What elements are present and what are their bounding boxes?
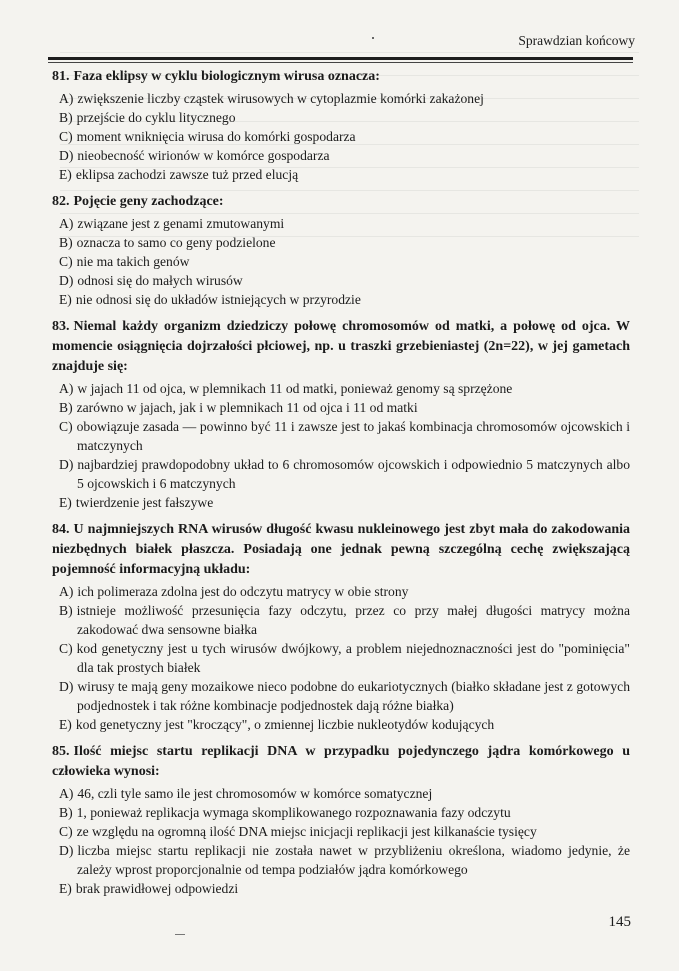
answer-option-d [52, 677, 630, 715]
question-text [52, 742, 630, 782]
answer-text: kod genetyczny jest u tych wirusów dwójkowy, a problem niejednoznaczności jest do "pominięcia" dla tak prostych białek [76, 641, 630, 675]
header-rule-thin [48, 62, 633, 63]
answer-text: w jajach 11 od ojca, w plemnikach 11 od matki, ponieważ genomy są sprzężone [77, 381, 513, 396]
answer-option-a [52, 582, 630, 601]
answer-text: kod genetyczny jest "kroczący", o zmiennej liczbie nukleotydów kodujących [75, 717, 495, 732]
answer-text: nie odnosi się do układów istniejących w przyrodzie [75, 292, 361, 307]
answer-letter: A) [59, 381, 74, 396]
answer-option-d [52, 146, 630, 165]
answer-text: związane jest z genami zmutowanymi [77, 216, 285, 231]
question-82 [52, 192, 630, 309]
question-text [52, 192, 630, 212]
answer-letter: C) [59, 824, 73, 839]
answer-letter: D) [59, 273, 74, 288]
answer-letter: B) [59, 110, 73, 125]
answer-letter: C) [59, 419, 73, 434]
question-text [52, 520, 630, 580]
answer-option-d [52, 271, 630, 290]
footer-dash-mark [175, 934, 185, 935]
header-rule-thick [48, 57, 633, 60]
answer-letter: D) [59, 679, 74, 694]
answer-text: zarówno w jajach, jak i w plemnikach 11 od ojca i 11 od matki [76, 400, 418, 415]
answer-option-c [52, 822, 630, 841]
answer-text: moment wniknięcia wirusa do komórki gospodarza [76, 129, 356, 144]
answer-option-b [52, 803, 630, 822]
answer-letter: A) [59, 91, 74, 106]
answer-letter: C) [59, 641, 73, 656]
running-header: Sprawdzian końcowy [518, 33, 635, 48]
answer-option-b [52, 601, 630, 639]
answer-letter: A) [59, 786, 74, 801]
page-number: 145 [608, 914, 631, 930]
question-number: 85. [52, 744, 70, 759]
answer-option-c [52, 639, 630, 677]
question-number: 81. [52, 69, 70, 84]
answer-option-a [52, 784, 630, 803]
answer-option-d [52, 841, 630, 879]
answer-text: zwiększenie liczby cząstek wirusowych w cytoplazmie komórki zakażonej [77, 91, 484, 106]
answer-option-a [52, 89, 630, 108]
answer-option-b [52, 398, 630, 417]
answer-letter: E) [59, 881, 72, 896]
answer-text: brak prawidłowej odpowiedzi [75, 881, 239, 896]
answer-text: nie ma takich genów [76, 254, 190, 269]
answer-letter: C) [59, 254, 73, 269]
answer-text: liczba miejsc startu replikacji nie została nawet w przybliżeniu określona, wiadomo jedynie, że zależy wprost proporcjonalnie od tempa podziałów jądra komórkowego [77, 843, 630, 877]
question-number: 83. [52, 319, 70, 334]
answer-option-c [52, 417, 630, 455]
questions-container [52, 67, 630, 906]
answer-option-e [52, 493, 630, 512]
question-prompt: Faza eklipsy w cyklu biologicznym wirusa oznacza: [73, 69, 380, 84]
answer-text: ze względu na ogromną ilość DNA miejsc inicjacji replikacji jest kilkanaście tysięcy [76, 824, 537, 839]
answer-text: odnosi się do małych wirusów [77, 273, 243, 288]
answer-option-c [52, 127, 630, 146]
answer-text: 46, czli tyle samo ile jest chromosomów w komórce somatycznej [77, 786, 433, 801]
answer-letter: E) [59, 717, 72, 732]
answer-letter: B) [59, 235, 73, 250]
answer-text: eklipsa zachodzi zawsze tuż przed elucją [75, 167, 299, 182]
answer-option-b [52, 233, 630, 252]
answer-text: przejście do cyklu litycznego [76, 110, 236, 125]
answer-option-a [52, 379, 630, 398]
question-84 [52, 520, 630, 734]
answer-letter: D) [59, 148, 74, 163]
answer-letter: A) [59, 584, 74, 599]
question-text [52, 67, 630, 87]
answer-option-e [52, 165, 630, 184]
answer-text: istnieje możliwość przesunięcia fazy odczytu, przez co przy małej długości matrycy można zakodować dwa sensowne białka [76, 603, 630, 637]
question-81 [52, 67, 630, 184]
answer-letter: E) [59, 292, 72, 307]
answer-letter: C) [59, 129, 73, 144]
question-85 [52, 742, 630, 898]
question-number: 84. [52, 522, 70, 537]
answer-text: nieobecność wirionów w komórce gospodarza [77, 148, 330, 163]
speck-mark [372, 37, 374, 39]
answer-text: twierdzenie jest fałszywe [75, 495, 214, 510]
answer-letter: E) [59, 495, 72, 510]
answer-letter: D) [59, 843, 74, 858]
question-83 [52, 317, 630, 512]
answer-text: oznacza to samo co geny podzielone [76, 235, 276, 250]
answer-letter: D) [59, 457, 74, 472]
answer-letter: B) [59, 603, 73, 618]
question-prompt: Pojęcie geny zachodzące: [73, 194, 224, 209]
answer-letter: A) [59, 216, 74, 231]
answer-letter: B) [59, 805, 73, 820]
question-prompt: Niemal każdy organizm dziedziczy połowę chromosomów od matki, a połowę od ojca. W momencie osiągnięcia dojrzałości płciowej, np. u traszki grzebieniastej (2n=22), w jej gametach znajduje się: [52, 319, 630, 374]
answer-option-e [52, 879, 630, 898]
question-prompt: U najmniejszych RNA wirusów długość kwasu nukleinowego jest zbyt mała do zakodowania niezbędnych białek płaszcza. Posiadają one jednak pewną szczególną cechę zwiększającą pojemność informacyjną układu: [52, 522, 630, 577]
answer-text: ich polimeraza zdolna jest do odczytu matrycy w obie strony [77, 584, 409, 599]
answer-text: 1, ponieważ replikacja wymaga skomplikowanego rozpoznawania fazy odczytu [76, 805, 511, 820]
answer-text: obowiązuje zasada — powinno być 11 i zawsze jest to jakaś kombinacja chromosomów ojcowskich i matczynych [76, 419, 630, 453]
answer-option-e [52, 715, 630, 734]
answer-text: najbardziej prawdopodobny układ to 6 chromosomów ojcowskich i odpowiednio 5 matczynych albo 5 ojcowskich i 6 matczynych [77, 457, 630, 491]
answer-option-a [52, 214, 630, 233]
question-number: 82. [52, 194, 70, 209]
answer-letter: B) [59, 400, 73, 415]
answer-option-c [52, 252, 630, 271]
answer-option-e [52, 290, 630, 309]
question-prompt: Ilość miejsc startu replikacji DNA w przypadku pojedynczego jądra komórkowego u człowieka wynosi: [52, 744, 630, 779]
answer-letter: E) [59, 167, 72, 182]
answer-option-d [52, 455, 630, 493]
answer-text: wirusy te mają geny mozaikowe nieco podobne do eukariotycznych (białko składane jest z gotowych podjednostek i tak różne kombinacje podjednostek dają różne białka) [77, 679, 630, 713]
answer-option-b [52, 108, 630, 127]
question-text [52, 317, 630, 377]
